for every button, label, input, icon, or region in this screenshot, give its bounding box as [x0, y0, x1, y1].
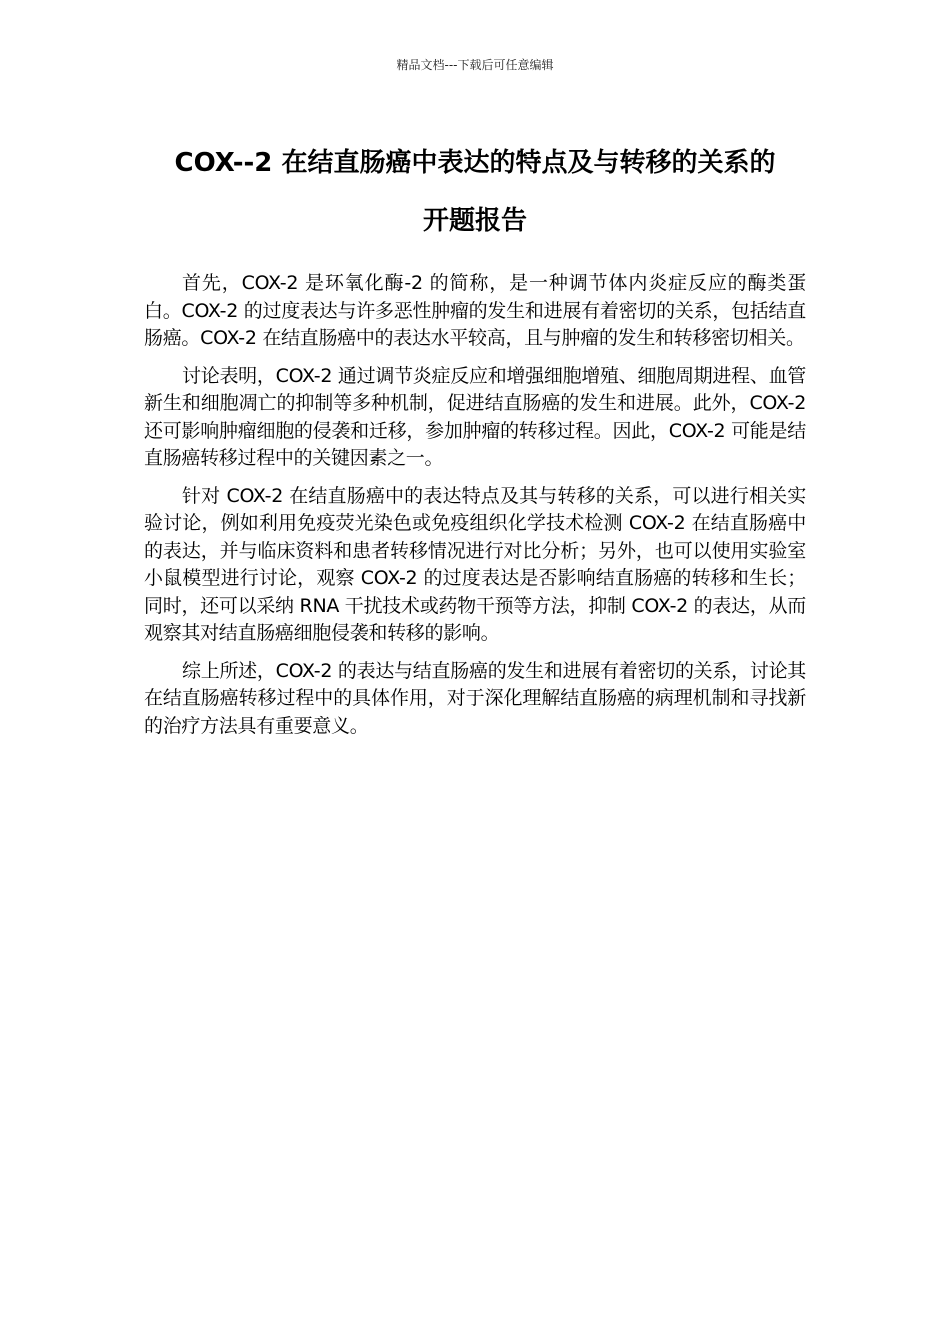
paragraph-2: 讨论表明，COX-2 通过调节炎症反应和增强细胞增殖、细胞周期进程、血管新生和细胞凋亡的抑制等多种机制，促进结直肠癌的发生和进展。此外，COX-2 还可影响肿瘤细胞的侵袭和迁移，参加肿瘤的转移过程。因此，COX-2 可能是结直肠癌转移过程中的关键因素之一。: [144, 364, 806, 469]
document-body: [144, 270, 806, 750]
title-line-2: 开题报告: [422, 206, 527, 236]
paragraph-1: 首先，COX-2 是环氧化酶-2 的简称，是一种调节体内炎症反应的酶类蛋白。COX-2 的过度表达与许多恶性肿瘤的发生和进展有着密切的关系，包括结直肠癌。COX-2 在结直肠癌中的表达水平较高，且与肿瘤的发生和转移密切相关。: [144, 272, 806, 349]
document-title: [120, 134, 830, 250]
paragraph-3: 针对 COX-2 在结直肠癌中的表达特点及其与转移的关系，可以进行相关实验讨论，例如利用免疫荧光染色或免疫组织化学技术检测 COX-2 在结直肠癌中的表达，并与临床资料和患者转移情况进行对比分析；另外，也可以使用实验室小鼠模型进行讨论，观察 COX-2 的过度表达是否影响结直肠癌的转移和生长；同时，还可以采纳 RNA 干扰技术或药物干预等方法，抑制 COX-2 的表达，从而观察其对结直肠癌细胞侵袭和转移的影响。: [144, 484, 806, 644]
paragraph-4: 综上所述，COX-2 的表达与结直肠癌的发生和进展有着密切的关系，讨论其在结直肠癌转移过程中的具体作用，对于深化理解结直肠癌的病理机制和寻找新的治疗方法具有重要意义。: [144, 659, 806, 737]
header-note: 精品文档---下载后可任意编辑: [396, 58, 554, 72]
title-line-1: COX--2 在结直肠癌中表达的特点及与转移的关系的: [174, 148, 776, 178]
